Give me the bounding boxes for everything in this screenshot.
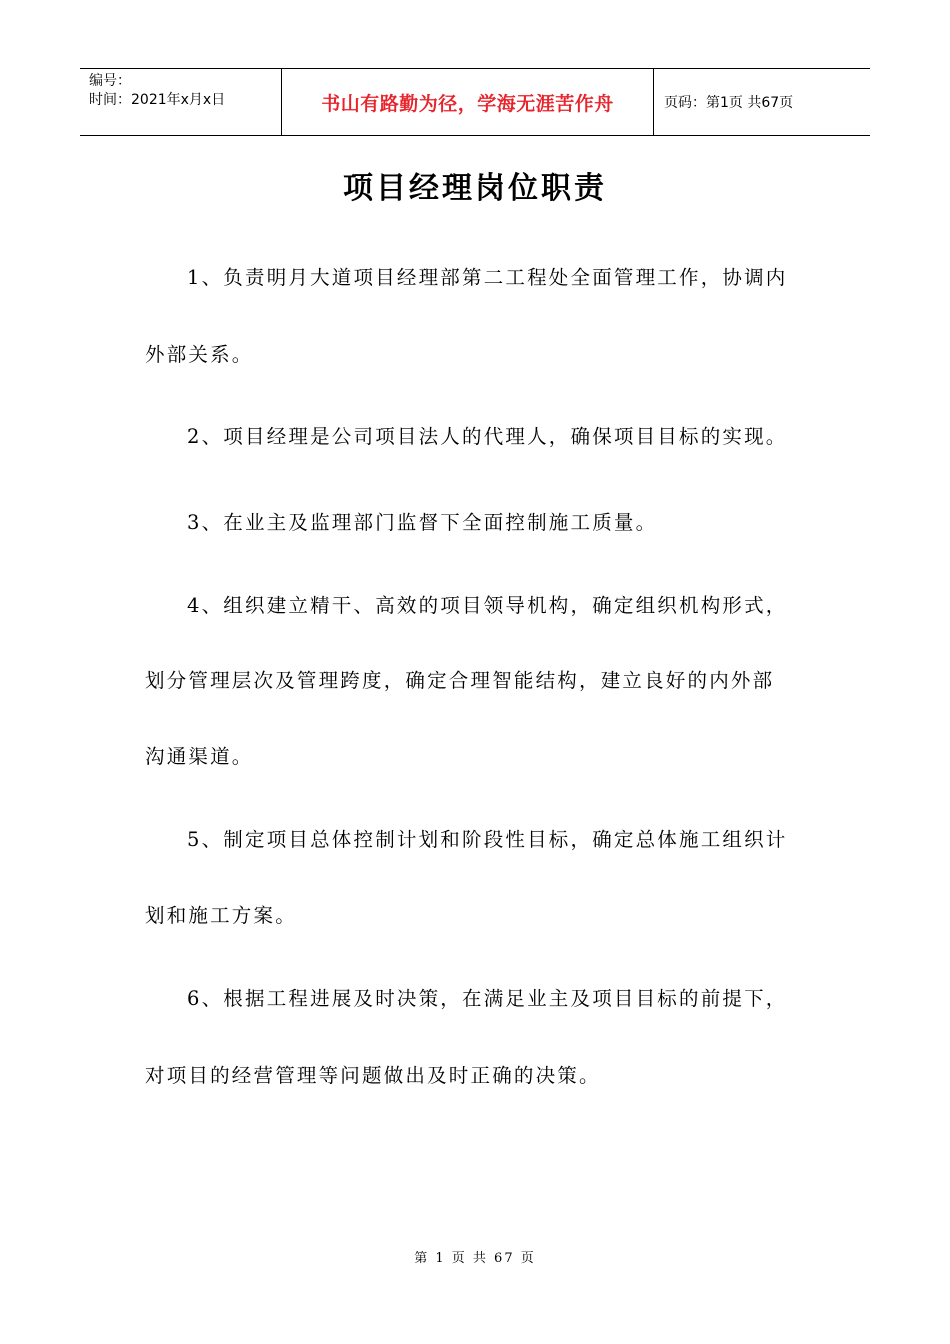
paragraph-line: 4、组织建立精干、高效的项目领导机构，确定组织机构形式， xyxy=(187,594,788,617)
document-title: 项目经理岗位职责 xyxy=(343,171,607,206)
header-page-info: 页码：第1页 共67页 xyxy=(664,95,794,111)
paragraph-line: 6、根据工程进展及时决策，在满足业主及项目目标的前提下， xyxy=(187,987,788,1010)
paragraph-line: 5、制定项目总体控制计划和阶段性目标，确定总体施工组织计 xyxy=(187,828,788,851)
header-meta xyxy=(80,69,281,135)
page-header xyxy=(80,68,870,136)
paragraph-line: 沟通渠道。 xyxy=(145,745,254,768)
paragraph-line: 对项目的经营管理等问题做出及时正确的决策。 xyxy=(145,1064,601,1087)
paragraph-line: 外部关系。 xyxy=(145,343,254,366)
paragraph-line: 2、项目经理是公司项目法人的代理人，确保项目目标的实现。 xyxy=(187,425,788,448)
paragraph-line: 1、负责明月大道项目经理部第二工程处全面管理工作，协调内 xyxy=(187,266,788,289)
paragraph-line: 3、在业主及监理部门监督下全面控制施工质量。 xyxy=(187,511,658,534)
header-time-label: 时间：2021年x月x日 xyxy=(89,92,226,108)
header-motto: 书山有路勤为径，学海无涯苦作舟 xyxy=(281,69,654,135)
paragraph-line: 划分管理层次及管理跨度，确定合理智能结构，建立良好的内外部 xyxy=(145,669,775,692)
paragraph-line: 划和施工方案。 xyxy=(145,904,297,927)
header-number-label: 编号： xyxy=(89,73,131,89)
page-footer: 第 1 页 共 67 页 xyxy=(414,1251,536,1266)
